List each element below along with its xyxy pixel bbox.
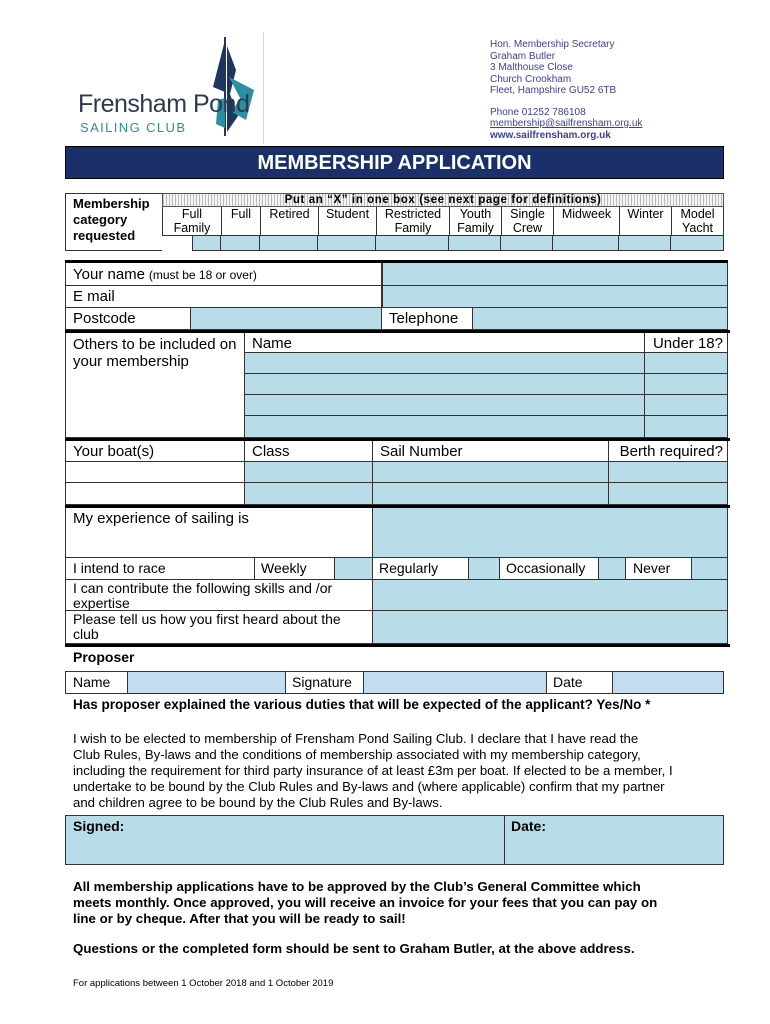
email-link[interactable]: membership@sailfrensham.org.uk — [490, 118, 643, 129]
boat-berth-field-1[interactable] — [609, 462, 728, 483]
category-option-full: Full — [221, 207, 260, 236]
race-occasionally-box[interactable] — [599, 558, 626, 580]
signed-field[interactable] — [65, 815, 505, 865]
signed-date-field[interactable] — [505, 815, 724, 865]
category-box-student[interactable] — [318, 236, 376, 251]
others-under18-header: Under 18? — [645, 333, 728, 353]
others-under18-field-4[interactable] — [645, 416, 728, 438]
category-option-winter: Winter — [619, 207, 671, 236]
heard-label: Please tell us how you first heard about the club — [73, 611, 341, 642]
boats-label: Your boat(s) — [73, 443, 155, 460]
address-line: Hon. Membership Secretary — [490, 39, 615, 50]
others-label-cell — [65, 333, 245, 438]
skills-field[interactable] — [373, 580, 728, 611]
boat-row-spacer-2 — [65, 483, 245, 505]
category-box-single-crew[interactable] — [501, 236, 553, 251]
proposer-heading: Proposer — [73, 649, 135, 665]
heard-field[interactable] — [373, 611, 728, 644]
category-option-midweek: Midweek — [553, 207, 619, 236]
proposer-signature-label: Signature — [286, 671, 364, 694]
category-box-retired[interactable] — [260, 236, 318, 251]
boats-label-cell — [65, 441, 245, 462]
logo-name: Frensham Pond — [78, 90, 250, 118]
boat-berth-field-2[interactable] — [609, 483, 728, 505]
category-box-full[interactable] — [221, 236, 260, 251]
title-bar — [65, 146, 724, 179]
questions-note: Questions or the completed form should be sent to Graham Butler, at the above address. — [73, 941, 635, 956]
declaration-line: Club Rules, By-laws and the conditions of membership associated with my membership category, — [73, 747, 641, 762]
category-instruction — [162, 193, 724, 207]
race-never-box[interactable] — [692, 558, 728, 580]
heard-label-cell — [65, 611, 373, 644]
proposer-name-field[interactable] — [128, 671, 286, 694]
email-label: E mail — [73, 288, 115, 305]
boats-sail-header: Sail Number — [373, 441, 609, 462]
proposer-name-label: Name — [65, 671, 128, 694]
skills-label: I can contribute the following skills and /or expertise — [73, 580, 333, 611]
email-field[interactable] — [382, 286, 728, 308]
approval-note: All membership applications have to be approved by the Club’s General Committee which meets monthly. Once approved, you will receive an invoice for your fees that you can pay on line or by cheque. After that you will be ready to sail! — [73, 879, 658, 926]
boat-sail-field-1[interactable] — [373, 462, 609, 483]
category-box-midweek[interactable] — [553, 236, 619, 251]
category-option-single-crew: Single Crew — [501, 207, 553, 236]
phone: Phone 01252 786108 — [490, 106, 586, 118]
validity-footer: For applications between 1 October 2018 and 1 October 2019 — [73, 978, 334, 989]
postcode-label: Postcode — [73, 310, 136, 327]
category-instruction-text: Put an “X” in one box (see next page for definitions) — [284, 194, 602, 206]
club-logo — [68, 32, 264, 144]
experience-label-cell — [65, 508, 373, 558]
address-line: 3 Malthouse Close — [490, 62, 573, 73]
race-never-label: Never — [626, 558, 692, 580]
proposer-date-field[interactable] — [613, 671, 724, 694]
proposer-signature-field[interactable] — [364, 671, 547, 694]
declaration-line: I wish to be elected to membership of Frensham Pond Sailing Club. I declare that I have read the — [73, 731, 639, 746]
boat-class-field-2[interactable] — [245, 483, 373, 505]
secretary-address — [490, 39, 750, 141]
race-regularly-box[interactable] — [469, 558, 500, 580]
address-line: Church Crookham — [490, 73, 572, 85]
page-title: MEMBERSHIP APPLICATION — [257, 152, 532, 174]
your-name-label-cell — [65, 263, 382, 286]
your-name-label: Your name — [73, 266, 145, 283]
declaration-line: undertake to be bound by the Club Rules and By-laws and (where applicable) confirm that my partner — [73, 779, 665, 794]
category-box-restricted-family[interactable] — [376, 236, 449, 251]
category-option-student: Student — [318, 207, 376, 236]
race-weekly-label: Weekly — [255, 558, 335, 580]
others-name-field-1[interactable] — [245, 353, 645, 374]
others-name-field-2[interactable] — [245, 374, 645, 395]
postcode-label-cell — [65, 308, 191, 330]
category-label: Membership category requested — [73, 196, 150, 243]
category-option-retired: Retired — [260, 207, 318, 236]
proposer-question: Has proposer explained the various duties that will be expected of the applicant? Yes/No * — [73, 697, 651, 712]
race-label-cell — [65, 558, 255, 580]
your-name-note: (must be 18 or over) — [148, 268, 257, 282]
email-label-cell — [65, 286, 382, 308]
proposer-date-label: Date — [547, 671, 613, 694]
race-occasionally-label: Occasionally — [500, 558, 599, 580]
telephone-field[interactable] — [473, 308, 728, 330]
your-name-field[interactable] — [382, 263, 728, 286]
category-option-restricted-family: Restricted Family — [376, 207, 449, 236]
boats-class-header: Class — [245, 441, 373, 462]
category-box-winter[interactable] — [619, 236, 671, 251]
others-name-field-3[interactable] — [245, 395, 645, 416]
signed-label: Signed: — [73, 818, 125, 834]
postcode-field[interactable] — [191, 308, 382, 330]
race-weekly-box[interactable] — [335, 558, 373, 580]
category-option-full-family: Full Family — [162, 207, 221, 236]
boat-class-field-1[interactable] — [245, 462, 373, 483]
skills-label-cell — [65, 580, 373, 611]
category-box-youth-family[interactable] — [449, 236, 501, 251]
declaration-line: and children agree to be bound by the Club Rules and By-laws. — [73, 795, 443, 810]
declaration-line: including the requirement for third party insurance of at least £3m per boat. If elected to be a member, I — [73, 763, 673, 778]
boat-sail-field-2[interactable] — [373, 483, 609, 505]
telephone-label-cell — [382, 308, 473, 330]
category-label-cell — [65, 193, 162, 251]
address-line: Fleet, Hampshire GU52 6TB — [490, 85, 617, 96]
declaration-text — [73, 731, 733, 811]
others-label: Others to be included on your membership — [73, 336, 237, 370]
address-line: Graham Butler — [490, 50, 556, 62]
signed-date-label: Date: — [511, 818, 547, 834]
boat-row-spacer-1 — [65, 462, 245, 483]
website-link[interactable]: www.sailfrensham.org.uk — [490, 129, 611, 141]
boats-berth-header: Berth required? — [609, 441, 728, 462]
experience-field[interactable] — [373, 508, 728, 558]
others-name-field-4[interactable] — [245, 416, 645, 438]
category-box-full-family[interactable] — [192, 236, 221, 251]
others-under18-field-2[interactable] — [645, 374, 728, 395]
experience-label: My experience of sailing is — [73, 510, 249, 527]
telephone-label: Telephone — [389, 310, 459, 327]
section-divider — [65, 644, 730, 647]
category-option-youth-family: Youth Family — [449, 207, 501, 236]
others-name-header: Name — [245, 333, 645, 353]
race-label: I intend to race — [73, 560, 166, 576]
others-under18-field-1[interactable] — [645, 353, 728, 374]
category-option-model-yacht: Model Yacht — [671, 207, 724, 236]
others-under18-field-3[interactable] — [645, 395, 728, 416]
race-regularly-label: Regularly — [373, 558, 469, 580]
logo-subtitle: SAILING CLUB — [80, 120, 187, 135]
category-box-model-yacht[interactable] — [671, 236, 724, 251]
